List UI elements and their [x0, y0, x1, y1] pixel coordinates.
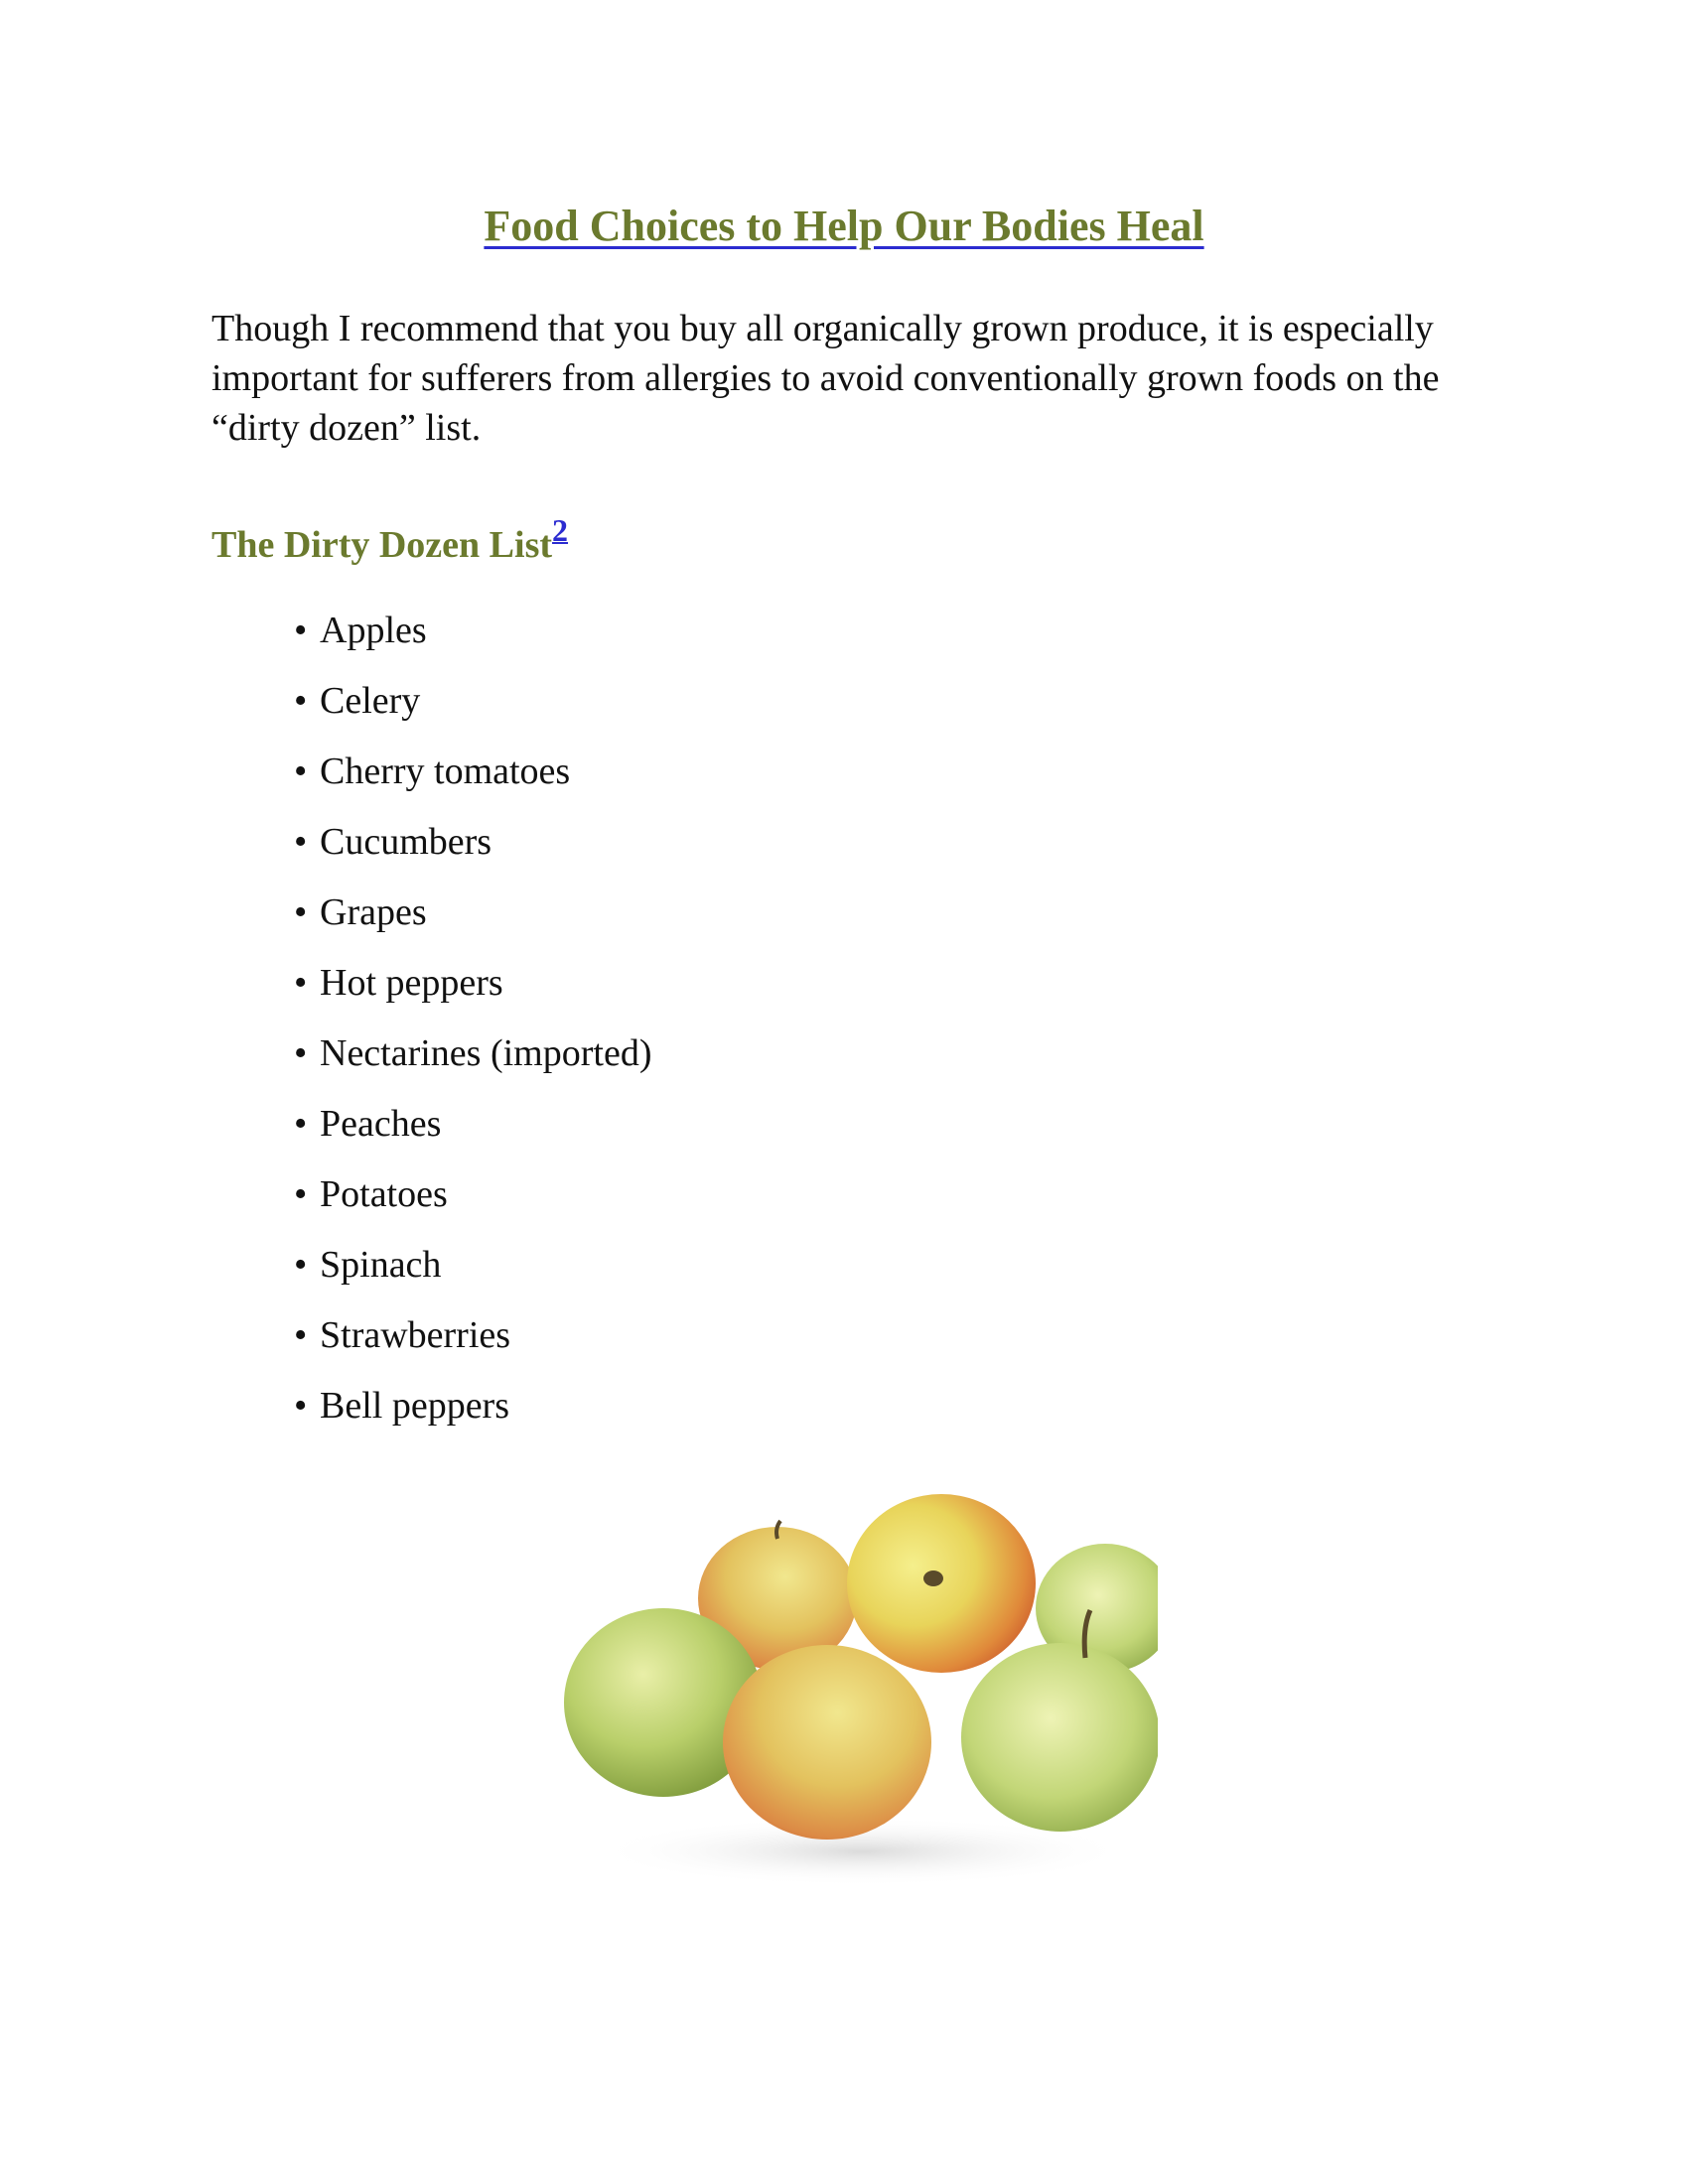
footnote-link[interactable]: 2 — [552, 512, 569, 548]
list-item-text: Hot peppers — [320, 962, 503, 1004]
bullet-icon: • — [294, 680, 308, 722]
page-title-text: Food Choices to Help Our Bodies Heal — [484, 202, 1204, 250]
list-item — [294, 1019, 651, 1089]
bullet-icon: • — [294, 821, 308, 863]
list-item — [294, 807, 651, 878]
bullet-icon: • — [294, 1032, 308, 1074]
list-item-text: Spinach — [320, 1244, 442, 1286]
bullet-icon: • — [294, 610, 308, 651]
bullet-icon: • — [294, 751, 308, 792]
list-item — [294, 1089, 651, 1160]
list-item — [294, 878, 651, 948]
bullet-icon: • — [294, 962, 308, 1004]
list-item-text: Potatoes — [320, 1173, 448, 1215]
bullet-icon: • — [294, 1103, 308, 1145]
page-title — [0, 197, 1688, 256]
bullet-icon: • — [294, 1244, 308, 1286]
list-item-text: Grapes — [320, 891, 427, 933]
list-item — [294, 1230, 651, 1300]
list-item — [294, 666, 651, 737]
list-item-text: Peaches — [320, 1103, 442, 1145]
dirty-dozen-list — [294, 596, 651, 1441]
list-item-text: Apples — [320, 610, 427, 651]
bullet-icon: • — [294, 1314, 308, 1356]
list-item — [294, 1160, 651, 1230]
list-heading — [211, 500, 568, 575]
list-item-text: Strawberries — [320, 1314, 511, 1356]
list-item-text: Cucumbers — [320, 821, 492, 863]
bullet-icon: • — [294, 1385, 308, 1427]
list-item-text: Celery — [320, 680, 421, 722]
list-item — [294, 948, 651, 1019]
list-item — [294, 1300, 651, 1371]
list-item — [294, 596, 651, 666]
list-item-text: Cherry tomatoes — [320, 751, 571, 792]
list-item-text: Nectarines (imported) — [320, 1032, 652, 1074]
bullet-icon: • — [294, 891, 308, 933]
apples-photo — [564, 1489, 1160, 1886]
list-item — [294, 737, 651, 807]
bullet-icon: • — [294, 1173, 308, 1215]
list-heading-text: The Dirty Dozen List — [211, 524, 553, 566]
intro-paragraph: Though I recommend that you buy all organically grown produce, it is especially important for sufferers from allergies to avoid conventionally grown foods on the “dirty dozen” list. — [211, 308, 1440, 449]
list-item-text: Bell peppers — [320, 1385, 510, 1427]
list-item — [294, 1371, 651, 1441]
